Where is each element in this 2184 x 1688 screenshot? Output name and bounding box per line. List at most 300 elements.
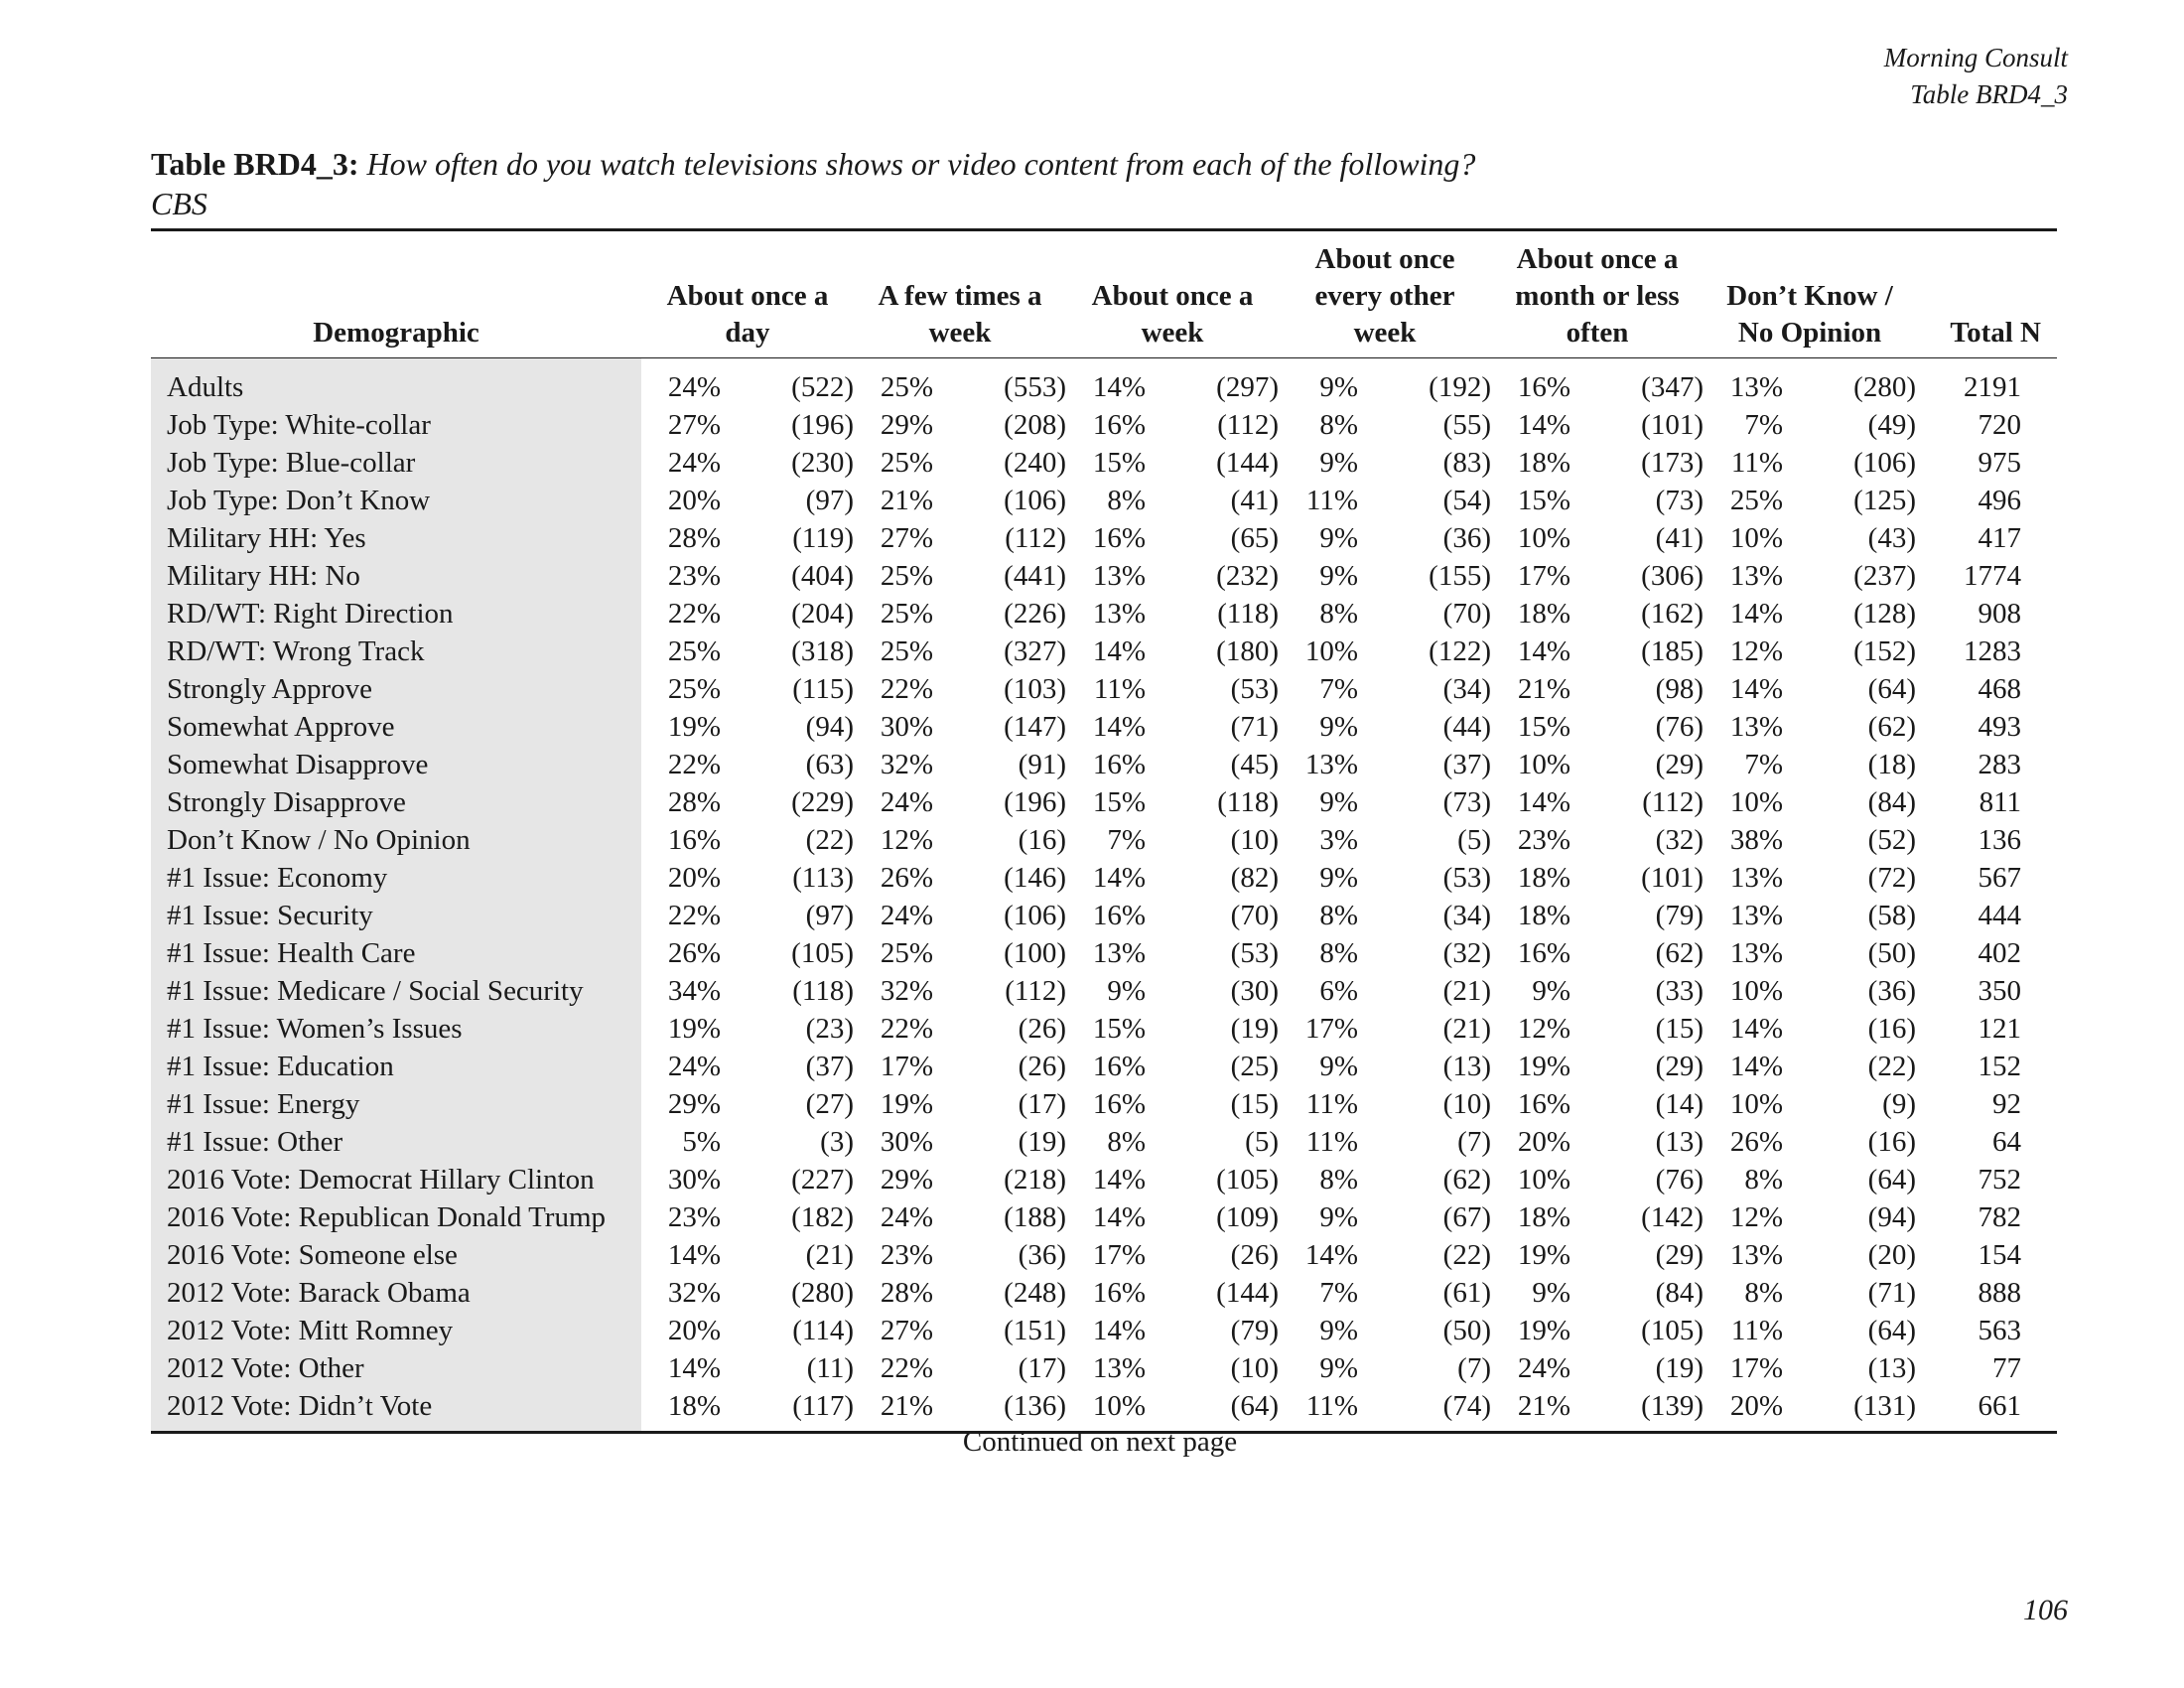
cell-percent: 26% — [667, 937, 721, 969]
cell-count: (41) — [1230, 485, 1279, 516]
cell-count: (41) — [1655, 522, 1704, 554]
cell-percent: 32% — [880, 975, 933, 1007]
cell-count: (115) — [792, 673, 854, 705]
cell-count: (146) — [1004, 862, 1066, 894]
cell-percent: 20% — [667, 862, 721, 894]
row-label: Strongly Approve — [151, 670, 641, 708]
cell-percent: 30% — [880, 1126, 933, 1158]
cell-percent: 25% — [880, 635, 933, 667]
cell-count: (3) — [820, 1126, 854, 1158]
cell-count: (84) — [1867, 786, 1916, 818]
cell-percent: 15% — [1517, 485, 1570, 516]
table-row — [151, 557, 2057, 595]
cell-count: (29) — [1655, 1239, 1704, 1271]
cell-count: (7) — [1457, 1352, 1491, 1384]
cell-count: (14) — [1655, 1088, 1704, 1120]
cell-count: (122) — [1429, 635, 1491, 667]
cell-count: (101) — [1641, 862, 1704, 894]
row-label: #1 Issue: Education — [151, 1048, 641, 1085]
cell-count: (182) — [791, 1201, 854, 1233]
cell-percent: 17% — [1729, 1352, 1783, 1384]
cell-count: (29) — [1655, 1051, 1704, 1082]
cell-count: (70) — [1442, 598, 1491, 630]
cell-percent: 6% — [1319, 975, 1358, 1007]
cell-count: (10) — [1230, 824, 1279, 856]
cell-count: (318) — [791, 635, 854, 667]
cell-percent: 8% — [1319, 1164, 1358, 1196]
cell-count: (105) — [1641, 1315, 1704, 1346]
cell-percent: 9% — [1319, 862, 1358, 894]
row-label: Don’t Know / No Opinion — [151, 821, 641, 859]
cell-count: (30) — [1230, 975, 1279, 1007]
cell-count: (27) — [805, 1088, 854, 1120]
cell-percent: 16% — [1517, 371, 1570, 403]
cell-percent: 24% — [667, 371, 721, 403]
cell-percent: 16% — [1092, 1277, 1146, 1309]
cell-percent: 13% — [1729, 900, 1783, 931]
cell-percent: 20% — [1729, 1390, 1783, 1422]
table-title — [151, 144, 1475, 223]
row-label: Strongly Disapprove — [151, 783, 641, 821]
cell-total: 92 — [1992, 1088, 2021, 1120]
cell-count: (73) — [1442, 786, 1491, 818]
cell-count: (71) — [1230, 711, 1279, 743]
cell-count: (43) — [1867, 522, 1916, 554]
cell-percent: 24% — [880, 786, 933, 818]
cell-percent: 11% — [1305, 1390, 1358, 1422]
cell-percent: 9% — [1319, 1352, 1358, 1384]
cell-percent: 28% — [667, 522, 721, 554]
cell-percent: 12% — [880, 824, 933, 856]
cell-percent: 9% — [1319, 560, 1358, 592]
cell-percent: 24% — [1517, 1352, 1570, 1384]
cell-count: (94) — [805, 711, 854, 743]
cell-percent: 9% — [1532, 1277, 1570, 1309]
cell-count: (49) — [1867, 409, 1916, 441]
cell-percent: 9% — [1532, 975, 1570, 1007]
cell-count: (118) — [792, 975, 854, 1007]
cell-percent: 21% — [880, 1390, 933, 1422]
cell-percent: 10% — [1517, 522, 1570, 554]
cell-percent: 27% — [880, 1315, 933, 1346]
cell-percent: 13% — [1729, 937, 1783, 969]
cell-count: (53) — [1230, 937, 1279, 969]
cell-percent: 13% — [1092, 1352, 1146, 1384]
row-label: RD/WT: Right Direction — [151, 595, 641, 633]
table-subtitle: CBS — [151, 186, 207, 221]
cell-percent: 10% — [1517, 749, 1570, 780]
cell-count: (180) — [1216, 635, 1279, 667]
table-body — [151, 358, 2057, 1433]
row-label: #1 Issue: Security — [151, 897, 641, 934]
cell-percent: 19% — [667, 711, 721, 743]
cell-count: (25) — [1230, 1051, 1279, 1082]
cell-count: (248) — [1004, 1277, 1066, 1309]
cell-count: (79) — [1655, 900, 1704, 931]
cell-percent: 15% — [1092, 1013, 1146, 1045]
cell-percent: 10% — [1092, 1390, 1146, 1422]
cell-count: (232) — [1216, 560, 1279, 592]
cell-percent: 27% — [880, 522, 933, 554]
cell-percent: 18% — [1517, 862, 1570, 894]
row-label: Military HH: Yes — [151, 519, 641, 557]
cell-percent: 14% — [1517, 786, 1570, 818]
cell-count: (10) — [1442, 1088, 1491, 1120]
cell-count: (106) — [1004, 485, 1066, 516]
cell-percent: 14% — [1092, 711, 1146, 743]
row-label: 2016 Vote: Republican Donald Trump — [151, 1198, 641, 1236]
cell-count: (118) — [1217, 786, 1279, 818]
cell-count: (16) — [1867, 1013, 1916, 1045]
table-row — [151, 746, 2057, 783]
cell-percent: 9% — [1319, 447, 1358, 479]
cell-count: (155) — [1429, 560, 1491, 592]
cell-count: (13) — [1867, 1352, 1916, 1384]
col-header-few-times-week: A few times a week — [878, 280, 1042, 349]
cell-count: (19) — [1655, 1352, 1704, 1384]
cell-percent: 14% — [1092, 635, 1146, 667]
cell-percent: 14% — [1729, 598, 1783, 630]
cell-percent: 18% — [1517, 1201, 1570, 1233]
cell-percent: 18% — [1517, 447, 1570, 479]
cell-count: (109) — [1216, 1201, 1279, 1233]
cell-count: (15) — [1655, 1013, 1704, 1045]
row-label: #1 Issue: Women’s Issues — [151, 1010, 641, 1048]
cell-percent: 25% — [880, 937, 933, 969]
cell-count: (32) — [1442, 937, 1491, 969]
row-label: Somewhat Approve — [151, 708, 641, 746]
cell-count: (23) — [805, 1013, 854, 1045]
cell-total: 661 — [1978, 1390, 2021, 1422]
cell-count: (185) — [1641, 635, 1704, 667]
cell-total: 567 — [1978, 862, 2021, 894]
cell-percent: 13% — [1729, 1239, 1783, 1271]
cell-count: (53) — [1442, 862, 1491, 894]
cell-percent: 14% — [1092, 862, 1146, 894]
cell-percent: 7% — [1107, 824, 1146, 856]
cell-percent: 21% — [880, 485, 933, 516]
cell-count: (36) — [1018, 1239, 1066, 1271]
col-header-once-a-month: About once a month or less often — [1515, 243, 1680, 349]
cell-count: (20) — [1867, 1239, 1916, 1271]
cell-total: 77 — [1992, 1352, 2021, 1384]
cell-percent: 26% — [1729, 1126, 1783, 1158]
cell-count: (70) — [1230, 900, 1279, 931]
cell-count: (117) — [792, 1390, 854, 1422]
cell-count: (240) — [1004, 447, 1066, 479]
page-header — [1884, 40, 2068, 113]
cell-count: (36) — [1442, 522, 1491, 554]
cell-percent: 15% — [1517, 711, 1570, 743]
table-row — [151, 1048, 2057, 1085]
cell-count: (74) — [1442, 1390, 1491, 1422]
cell-count: (67) — [1442, 1201, 1491, 1233]
cell-count: (147) — [1004, 711, 1066, 743]
cell-count: (79) — [1230, 1315, 1279, 1346]
cell-count: (327) — [1004, 635, 1066, 667]
table-row — [151, 1085, 2057, 1123]
cell-percent: 13% — [1729, 862, 1783, 894]
row-label: #1 Issue: Medicare / Social Security — [151, 972, 641, 1010]
page-number: 106 — [2023, 1594, 2068, 1626]
cell-percent: 20% — [667, 1315, 721, 1346]
cell-count: (404) — [791, 560, 854, 592]
cell-percent: 10% — [1729, 975, 1783, 1007]
cell-count: (105) — [1216, 1164, 1279, 1196]
cell-count: (142) — [1641, 1201, 1704, 1233]
cell-percent: 19% — [1517, 1051, 1570, 1082]
cell-count: (62) — [1655, 937, 1704, 969]
cell-percent: 9% — [1319, 522, 1358, 554]
cell-total: 154 — [1978, 1239, 2021, 1271]
cell-percent: 15% — [1092, 786, 1146, 818]
cell-percent: 11% — [1305, 485, 1358, 516]
cell-percent: 22% — [880, 1013, 933, 1045]
cell-percent: 9% — [1319, 711, 1358, 743]
cell-percent: 16% — [1517, 1088, 1570, 1120]
cell-percent: 23% — [667, 560, 721, 592]
cell-percent: 10% — [1729, 522, 1783, 554]
cell-count: (188) — [1004, 1201, 1066, 1233]
cell-count: (55) — [1442, 409, 1491, 441]
cell-count: (101) — [1641, 409, 1704, 441]
org-name: Morning Consult — [1883, 43, 2068, 72]
cell-percent: 29% — [667, 1088, 721, 1120]
cell-total: 152 — [1978, 1051, 2021, 1082]
cell-count: (21) — [1442, 1013, 1491, 1045]
table-row — [151, 633, 2057, 670]
cell-total: 417 — [1978, 522, 2021, 554]
cell-percent: 32% — [667, 1277, 721, 1309]
cell-percent: 22% — [880, 1352, 933, 1384]
cell-total: 468 — [1978, 673, 2021, 705]
row-label: Job Type: White-collar — [151, 406, 641, 444]
row-label: Job Type: Blue-collar — [151, 444, 641, 482]
cell-count: (76) — [1655, 711, 1704, 743]
row-label: #1 Issue: Economy — [151, 859, 641, 897]
cell-percent: 8% — [1319, 900, 1358, 931]
table-row — [151, 1312, 2057, 1349]
cell-total: 908 — [1978, 598, 2021, 630]
cell-count: (53) — [1230, 673, 1279, 705]
cell-percent: 20% — [667, 485, 721, 516]
cell-count: (50) — [1867, 937, 1916, 969]
cell-count: (192) — [1429, 371, 1491, 403]
col-header-once-a-day: About once a day — [666, 280, 829, 349]
cell-percent: 13% — [1729, 560, 1783, 592]
cell-percent: 38% — [1729, 824, 1783, 856]
cell-percent: 8% — [1744, 1164, 1783, 1196]
cell-percent: 21% — [1517, 673, 1570, 705]
cell-count: (64) — [1867, 1315, 1916, 1346]
cell-percent: 14% — [1517, 409, 1570, 441]
cell-total: 563 — [1978, 1315, 2021, 1346]
crosstab-table — [151, 228, 2057, 1434]
cell-count: (26) — [1018, 1013, 1066, 1045]
cell-total: 121 — [1978, 1013, 2021, 1045]
cell-percent: 9% — [1319, 786, 1358, 818]
cell-percent: 20% — [1517, 1126, 1570, 1158]
cell-count: (227) — [791, 1164, 854, 1196]
continued-note: Continued on next page — [962, 1426, 1238, 1458]
cell-count: (54) — [1442, 485, 1491, 516]
cell-percent: 8% — [1107, 1126, 1146, 1158]
cell-count: (280) — [791, 1277, 854, 1309]
cell-count: (97) — [805, 900, 854, 931]
cell-percent: 16% — [1092, 409, 1146, 441]
table-id: Table BRD4_3 — [1910, 79, 2068, 109]
cell-percent: 9% — [1319, 1051, 1358, 1082]
row-label: 2012 Vote: Didn’t Vote — [151, 1387, 641, 1433]
cell-count: (114) — [792, 1315, 854, 1346]
cell-percent: 25% — [667, 635, 721, 667]
cell-percent: 5% — [682, 1126, 721, 1158]
cell-percent: 23% — [1517, 824, 1570, 856]
col-header-dont-know: Don’t Know / No Opinion — [1726, 280, 1893, 349]
cell-percent: 14% — [667, 1239, 721, 1271]
cell-percent: 9% — [1319, 1201, 1358, 1233]
table-row — [151, 972, 2057, 1010]
table-row — [151, 444, 2057, 482]
table-row — [151, 821, 2057, 859]
cell-count: (112) — [1005, 522, 1066, 554]
cell-count: (119) — [792, 522, 854, 554]
cell-count: (58) — [1867, 900, 1916, 931]
cell-percent: 29% — [880, 409, 933, 441]
cell-count: (125) — [1853, 485, 1916, 516]
cell-percent: 25% — [880, 371, 933, 403]
cell-count: (64) — [1230, 1390, 1279, 1422]
cell-count: (45) — [1230, 749, 1279, 780]
table-row — [151, 595, 2057, 633]
row-label: #1 Issue: Energy — [151, 1085, 641, 1123]
cell-percent: 8% — [1319, 937, 1358, 969]
cell-count: (118) — [1217, 598, 1279, 630]
cell-count: (139) — [1641, 1390, 1704, 1422]
cell-count: (94) — [1867, 1201, 1916, 1233]
cell-count: (204) — [791, 598, 854, 630]
table-row — [151, 934, 2057, 972]
cell-percent: 7% — [1744, 409, 1783, 441]
cell-total: 136 — [1978, 824, 2021, 856]
cell-count: (151) — [1004, 1315, 1066, 1346]
cell-count: (106) — [1853, 447, 1916, 479]
cell-percent: 32% — [880, 749, 933, 780]
cell-percent: 10% — [1729, 786, 1783, 818]
cell-count: (10) — [1230, 1352, 1279, 1384]
cell-percent: 8% — [1319, 409, 1358, 441]
cell-count: (72) — [1867, 862, 1916, 894]
cell-percent: 19% — [667, 1013, 721, 1045]
cell-count: (7) — [1457, 1126, 1491, 1158]
cell-percent: 22% — [880, 673, 933, 705]
cell-count: (52) — [1867, 824, 1916, 856]
cell-percent: 11% — [1305, 1126, 1358, 1158]
cell-count: (553) — [1004, 371, 1066, 403]
cell-percent: 7% — [1744, 749, 1783, 780]
cell-count: (50) — [1442, 1315, 1491, 1346]
row-label: #1 Issue: Other — [151, 1123, 641, 1161]
cell-count: (196) — [791, 409, 854, 441]
col-header-every-other-week: About once every other week — [1314, 243, 1455, 349]
cell-percent: 9% — [1319, 371, 1358, 403]
cell-count: (36) — [1867, 975, 1916, 1007]
cell-percent: 18% — [667, 1390, 721, 1422]
cell-percent: 24% — [667, 447, 721, 479]
cell-percent: 18% — [1517, 598, 1570, 630]
cell-count: (144) — [1216, 1277, 1279, 1309]
table-row — [151, 859, 2057, 897]
cell-total: 1774 — [1964, 560, 2021, 592]
cell-count: (105) — [791, 937, 854, 969]
cell-count: (82) — [1230, 862, 1279, 894]
cell-count: (347) — [1641, 371, 1704, 403]
cell-percent: 14% — [667, 1352, 721, 1384]
cell-percent: 17% — [1304, 1013, 1358, 1045]
cell-count: (34) — [1442, 673, 1491, 705]
row-label: Somewhat Disapprove — [151, 746, 641, 783]
cell-percent: 19% — [880, 1088, 933, 1120]
cell-percent: 11% — [1730, 1315, 1783, 1346]
cell-percent: 25% — [1729, 485, 1783, 516]
cell-count: (19) — [1230, 1013, 1279, 1045]
cell-percent: 14% — [1729, 673, 1783, 705]
cell-count: (237) — [1853, 560, 1916, 592]
cell-percent: 14% — [1092, 1201, 1146, 1233]
cell-percent: 11% — [1730, 447, 1783, 479]
cell-percent: 17% — [1517, 560, 1570, 592]
cell-percent: 23% — [880, 1239, 933, 1271]
cell-count: (208) — [1004, 409, 1066, 441]
cell-percent: 12% — [1729, 1201, 1783, 1233]
cell-count: (229) — [791, 786, 854, 818]
cell-count: (17) — [1018, 1088, 1066, 1120]
cell-percent: 22% — [667, 598, 721, 630]
row-label: 2016 Vote: Someone else — [151, 1236, 641, 1274]
cell-percent: 16% — [667, 824, 721, 856]
cell-count: (34) — [1442, 900, 1491, 931]
cell-percent: 24% — [880, 1201, 933, 1233]
table-row — [151, 519, 2057, 557]
cell-percent: 16% — [1092, 900, 1146, 931]
cell-total: 64 — [1992, 1126, 2021, 1158]
row-label: 2016 Vote: Democrat Hillary Clinton — [151, 1161, 641, 1198]
table-row — [151, 1274, 2057, 1312]
cell-percent: 16% — [1517, 937, 1570, 969]
cell-percent: 13% — [1092, 598, 1146, 630]
cell-percent: 14% — [1517, 635, 1570, 667]
cell-percent: 12% — [1729, 635, 1783, 667]
cell-count: (106) — [1004, 900, 1066, 931]
table-row — [151, 1198, 2057, 1236]
cell-percent: 25% — [880, 598, 933, 630]
cell-count: (11) — [806, 1352, 854, 1384]
cell-percent: 16% — [1092, 1051, 1146, 1082]
cell-count: (32) — [1655, 824, 1704, 856]
table-row — [151, 1161, 2057, 1198]
cell-count: (152) — [1853, 635, 1916, 667]
cell-percent: 22% — [667, 749, 721, 780]
cell-count: (13) — [1442, 1051, 1491, 1082]
cell-count: (280) — [1853, 371, 1916, 403]
cell-total: 811 — [1979, 786, 2021, 818]
table-row — [151, 897, 2057, 934]
cell-count: (16) — [1018, 824, 1066, 856]
cell-count: (37) — [805, 1051, 854, 1082]
cell-percent: 25% — [667, 673, 721, 705]
cell-count: (83) — [1442, 447, 1491, 479]
cell-count: (97) — [805, 485, 854, 516]
